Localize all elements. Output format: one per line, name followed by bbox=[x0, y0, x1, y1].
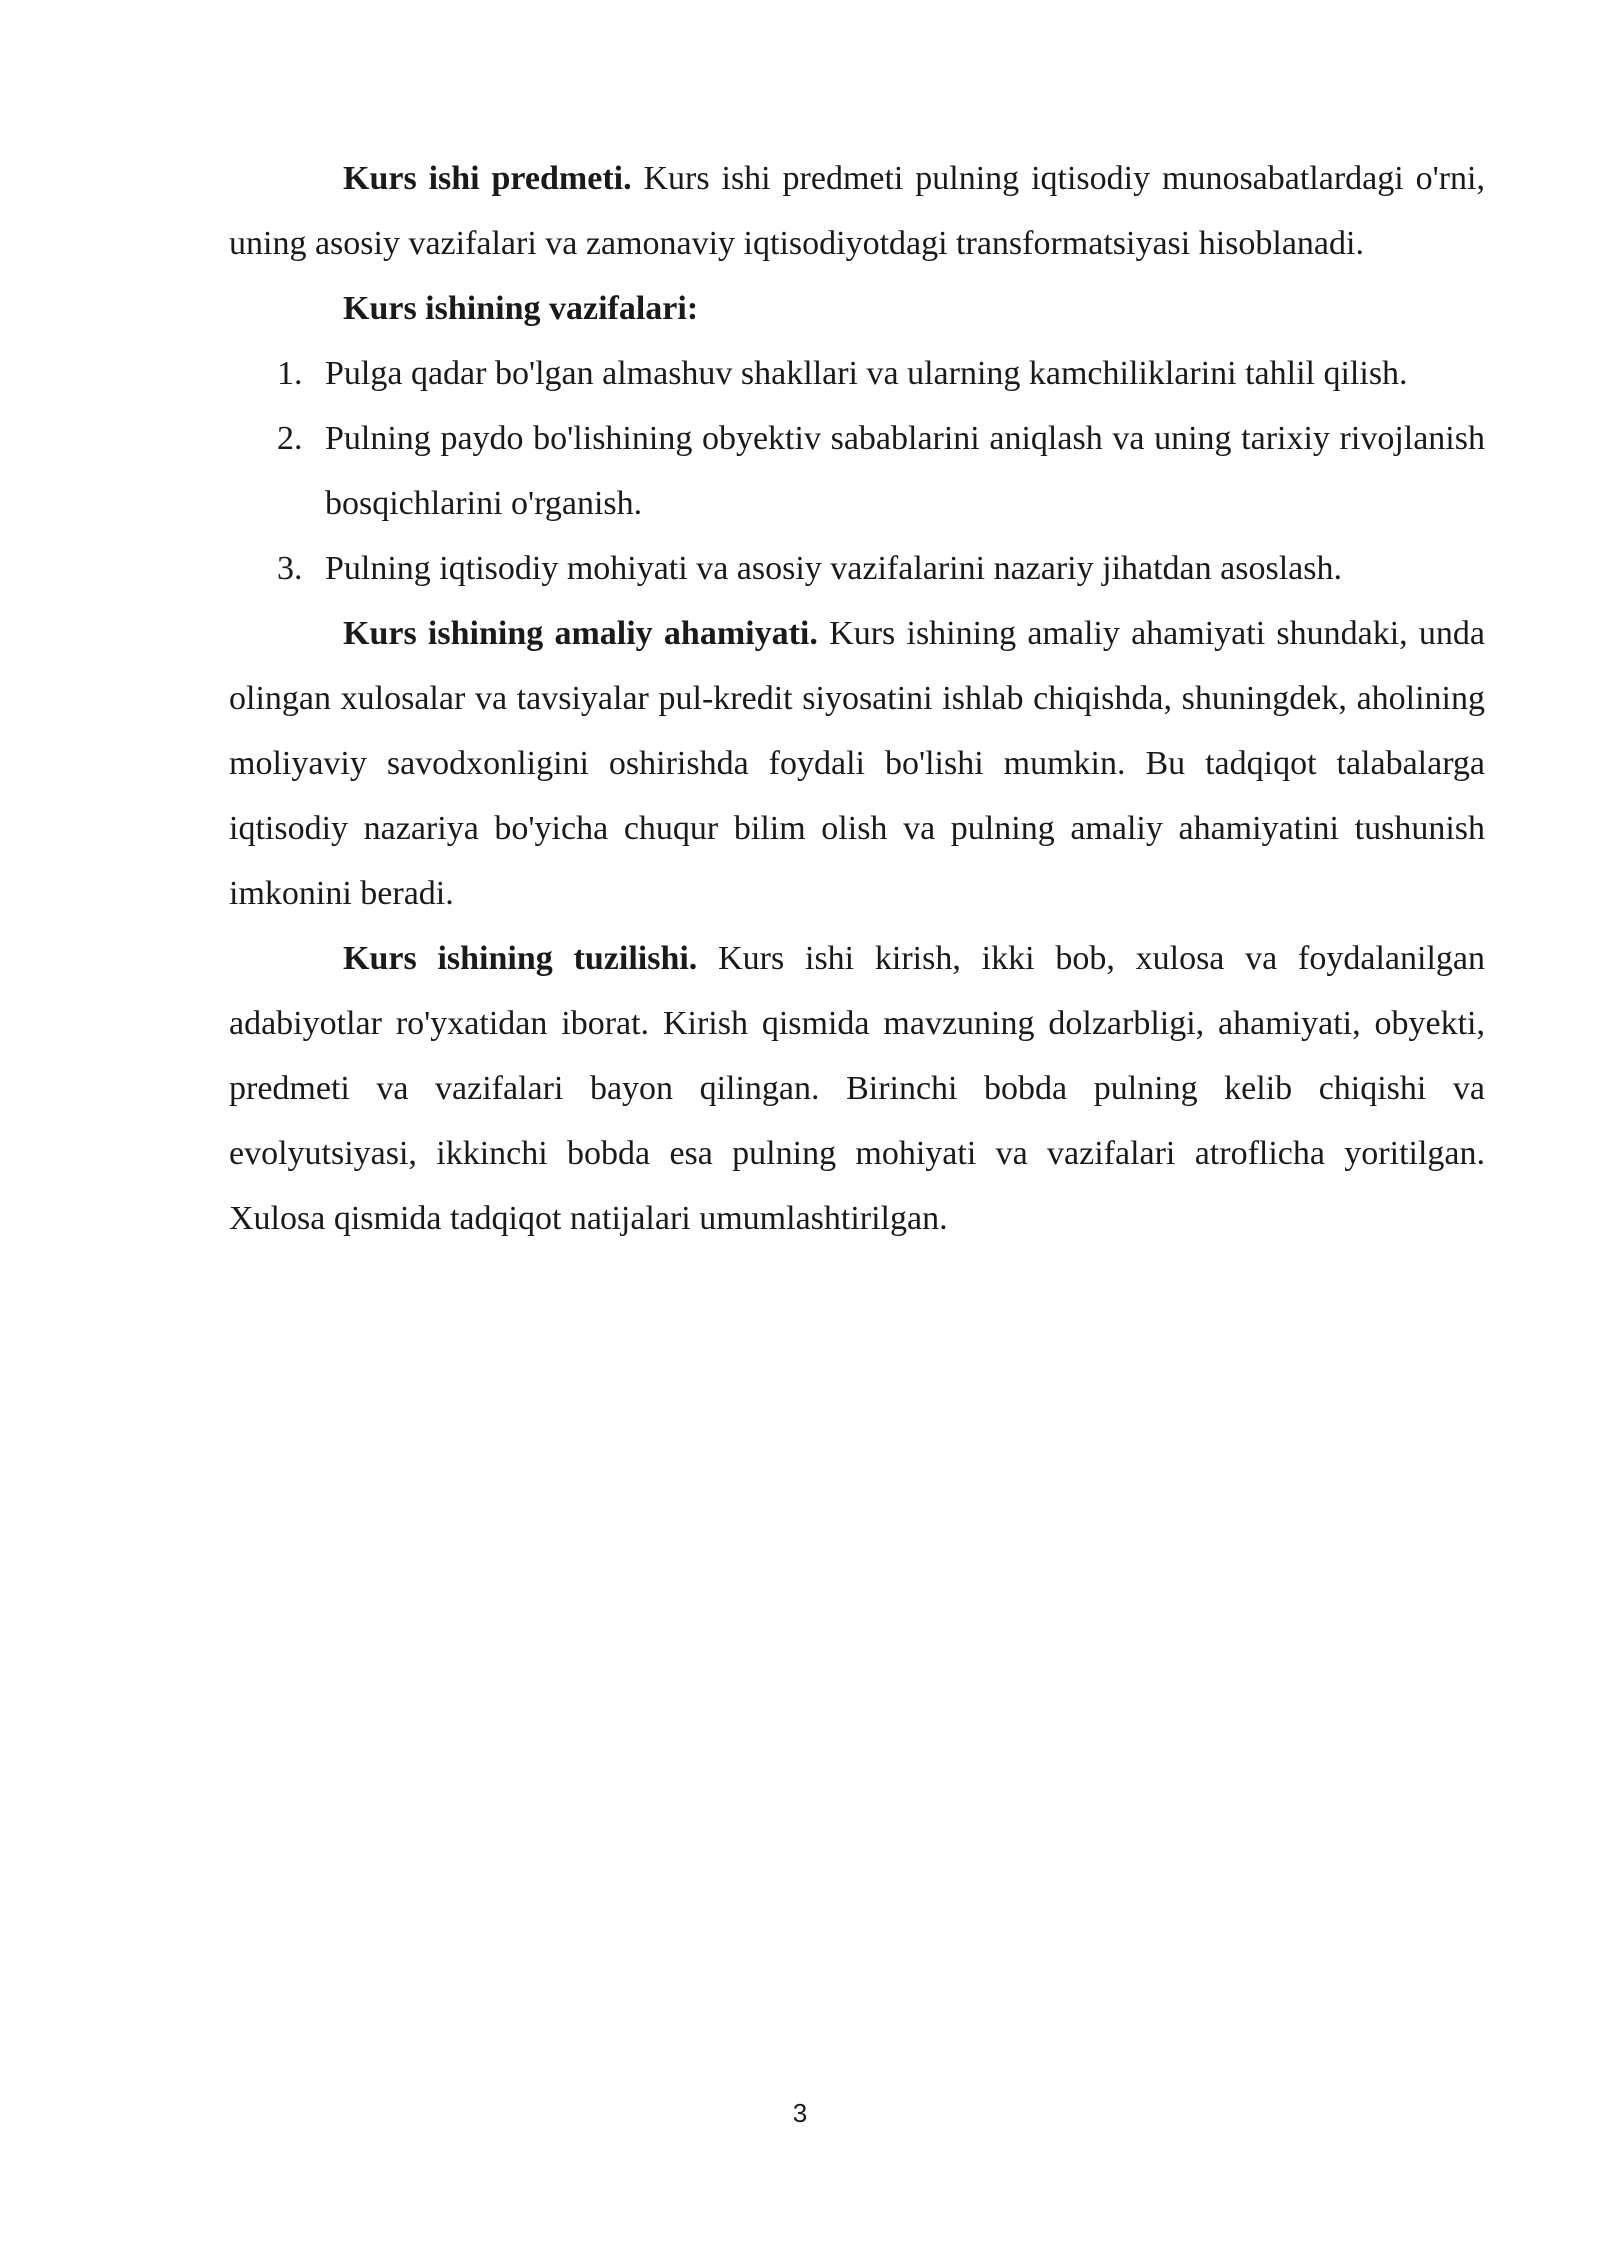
paragraph-tuzilish bbox=[229, 926, 1485, 1251]
list-item-text: Pulga qadar bo'lgan almashuv shakllari va ularning kamchiliklarini tahlil qilish. bbox=[325, 355, 1408, 392]
list-item bbox=[229, 406, 1485, 536]
list-item bbox=[229, 536, 1485, 601]
heading-amaliy: Kurs ishining amaliy ahamiyati. bbox=[343, 615, 818, 652]
list-item-number: 2. bbox=[277, 420, 303, 457]
heading-vazifalar: Kurs ishining vazifalari: bbox=[343, 290, 699, 327]
list-item-text: Pulning iqtisodiy mohiyati va asosiy vazifalarini nazariy jihatdan asoslash. bbox=[325, 550, 1342, 587]
text-tuzilish: Kurs ishi kirish, ikki bob, xulosa va foydalanilgan adabiyotlar ro'yxatidan iborat. Kirish qismida mavzuning dolzarbligi, ahamiyati, obyekti, predmeti va vazifalari bayon qilingan. Birinchi bobda pulning kelib chiqishi va evolyutsiyasi, ikkinchi bobda esa pulning mohiyati va vazifalari atroflicha yoritilgan. Xulosa qismida tadqiqot natijalari umumlashtirilgan. bbox=[229, 940, 1485, 1237]
document-page bbox=[229, 146, 1485, 1251]
tasks-list bbox=[229, 341, 1485, 601]
text-predmet: Kurs ishi predmeti pulning iqtisodiy munosabatlardagi o'rni, uning asosiy vazifalari va zamonaviy iqtisodiyotdagi transformatsiyasi hisoblanadi. bbox=[229, 160, 1485, 262]
paragraph-predmet bbox=[229, 146, 1485, 276]
page-number: 3 bbox=[792, 2098, 808, 2128]
list-item-number: 3. bbox=[277, 550, 303, 587]
heading-tuzilish: Kurs ishining tuzilishi. bbox=[343, 940, 698, 977]
list-item-number: 1. bbox=[277, 355, 303, 392]
paragraph-amaliy bbox=[229, 601, 1485, 926]
list-item-text: Pulning paydo bo'lishining obyektiv sabablarini aniqlash va uning tarixiy rivojlanish bosqichlarini o'rganish. bbox=[325, 420, 1485, 522]
heading-predmet: Kurs ishi predmeti. bbox=[343, 160, 632, 197]
text-amaliy: Kurs ishining amaliy ahamiyati shundaki, unda olingan xulosalar va tavsiyalar pul-kredit siyosatini ishlab chiqishda, shuningdek, aholining moliyaviy savodxonligini oshirishda foydali bo'lishi mumkin. Bu tadqiqot talabalarga iqtisodiy nazariya bo'yicha chuqur bilim olish va pulning amaliy ahamiyatini tushunish imkonini beradi. bbox=[229, 615, 1485, 912]
list-item bbox=[229, 341, 1485, 406]
